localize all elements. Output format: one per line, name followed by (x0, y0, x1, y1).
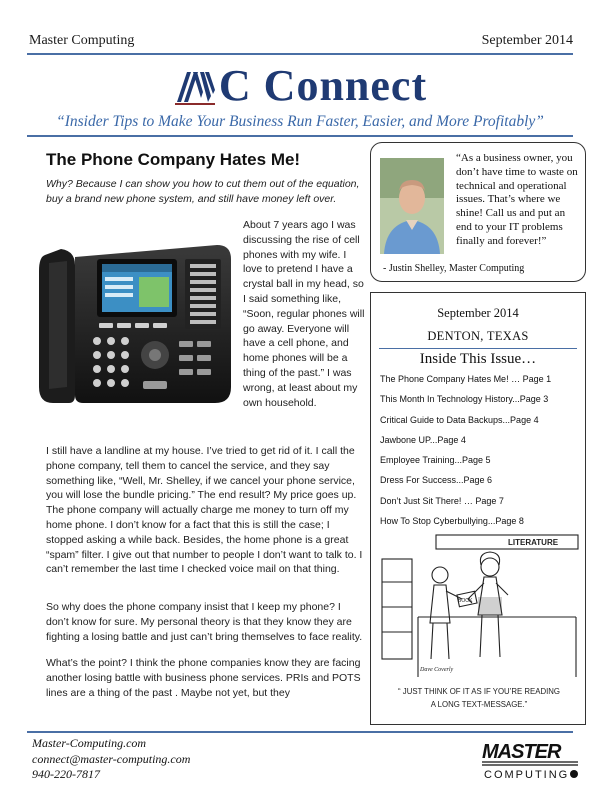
list-item: Jawbone UP...Page 4 (380, 434, 466, 445)
article-subtitle: Why? Because I can show you how to cut them out of the equation, buy a brand new phone system, and still have money left over. (46, 178, 360, 205)
footer-phone: 940-220-7817 (32, 767, 100, 781)
masthead (0, 60, 600, 112)
mc-logo-icon (173, 66, 217, 106)
article-column-text: About 7 years ago I was discussing the rise of cell phones with my wife. I love to pretend I have a crystal ball in my head, so I said something like, “Soon, regular phones will go away. Everyone will have a cell phone, and home phones will be a thing of the past.” I was wrong, at least about my own household. (243, 219, 365, 409)
footer-contact (32, 736, 190, 783)
tagline-divider (27, 135, 573, 137)
cartoon-book-label: BOOK (458, 598, 473, 604)
list-item: Dress For Success...Page 6 (380, 475, 493, 486)
quote-box (370, 142, 586, 282)
header-date: September 2014 (481, 33, 573, 48)
quote-text: “As a business owner, you don’t have time to waste on technical and operational issues. That’s where we shine! Call us and put an end to your IT problems finally and forever!” (456, 152, 578, 247)
top-divider (27, 53, 573, 55)
list-item: How To Stop Cyberbullying...Page 8 (380, 516, 524, 527)
list-item: The Phone Company Hates Me! … Page 1 (380, 374, 552, 384)
logo-text-top: MASTER (482, 741, 561, 763)
tagline: “Insider Tips to Make Your Business Run Faster, Easier, and More Profitably” (56, 113, 544, 130)
list-item: Don’t Just Sit There! … Page 7 (380, 495, 504, 506)
list-item: This Month In Technology History...Page 3 (380, 394, 549, 405)
issue-divider (379, 348, 577, 349)
issue-location: DENTON, TEXAS (427, 329, 529, 343)
issue-heading: Inside This Issue… (419, 351, 537, 367)
article-paragraph-3: What’s the point? I think the phone companies know they are facing another losing battle with business phone services. PRIs and POTS lines are a thing of the past . Maybe not yet, but they (46, 657, 361, 699)
article-title: The Phone Company Hates Me! (46, 150, 301, 169)
header-company: Master Computing (29, 33, 135, 48)
logo-text-bottom: COMPUTING (484, 769, 570, 781)
cartoon-caption-2: A LONG TEXT-MESSAGE.” (430, 700, 528, 709)
footer-email: connect@master-computing.com (32, 751, 191, 766)
cartoon-signature: Dave Coverly (420, 667, 454, 673)
literature-cartoon (378, 527, 580, 717)
issue-contents-list (380, 374, 551, 536)
lead-article (46, 150, 364, 206)
cartoon-caption-1: “ JUST THINK OF IT AS IF YOU’RE READING (398, 687, 560, 696)
cartoon-label: LITERATURE (508, 538, 559, 547)
masthead-title: C Connect (218, 61, 428, 110)
article-paragraph-1: I still have a landline at my house. I’ve tried to get rid of it. I call the phone company, tell them to cancel the service, and they say something like, “Well, Mr. Shelley, if we cancel your phone service, you will lose the bundle pricing.” The end result? My price goes up. The phone company will actually charge me money to turn off my home phone. I don’t know for a fact that this is still the case; I stopped asking a while back. Besides, the home phone is a great “spam” filter. I give out that number to people I don’t want to talk to. I can’t remember the last time I checked voice mail on that thing. (46, 445, 363, 576)
footer-website: Master-Computing.com (32, 736, 147, 750)
bottom-divider (27, 731, 573, 733)
issue-date: September 2014 (437, 306, 519, 320)
list-item: Employee Training...Page 5 (380, 455, 491, 466)
desk-phone-image (35, 237, 235, 407)
list-item: Critical Guide to Data Backups...Page 4 (380, 414, 539, 425)
master-computing-logo (478, 736, 583, 782)
author-photo (380, 158, 444, 254)
quote-signature: - Justin Shelley, Master Computing (383, 263, 525, 274)
article-paragraph-2: So why does the phone company insist that I keep my phone? I don’t know for sure. My personal theory is that they know they are fighting a losing battle and just can’t bring themselves to face reality. (46, 601, 363, 643)
